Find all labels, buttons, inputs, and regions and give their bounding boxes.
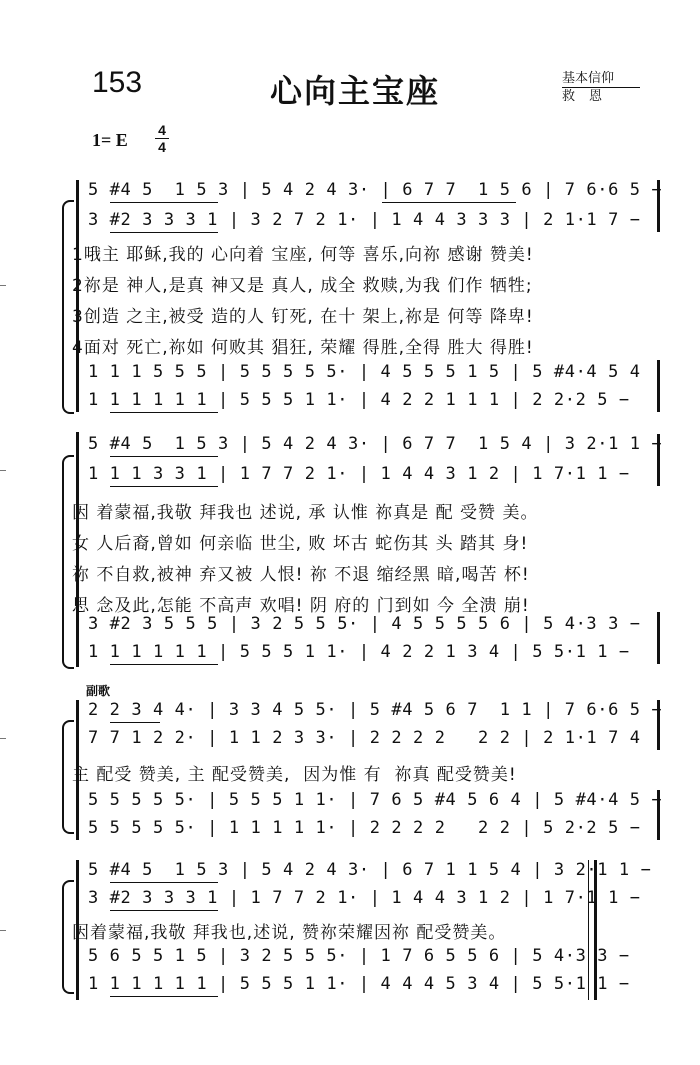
- beam: [110, 882, 218, 883]
- key-signature: 1= E: [92, 130, 128, 150]
- barline: [657, 360, 660, 412]
- verse-2-lyric: 女 人后裔,曾如 何亲临 世尘, 败 坏古 蛇伤其 头 踏其 身!: [72, 534, 529, 554]
- soprano-line: 5 #4 5 1 5 3 | 5 4 2 4 3· | 6 7 1 1 5 4 | 3 2·1 1 −: [88, 860, 652, 880]
- verse-4-lyric: 思 念及此,怎能 不高声 欢唱! 阴 府的 门到如 今 全溃 崩!: [72, 596, 530, 616]
- verse-3-lyric: 3创造 之主,被受 造的人 钉死, 在十 架上,祢是 何等 降卑!: [72, 307, 534, 327]
- beam: [110, 722, 160, 723]
- verse-1-lyric: 1哦主 耶稣,我的 心向着 宝座, 何等 喜乐,向祢 感谢 赞美!: [72, 245, 534, 265]
- barline: [657, 612, 660, 664]
- beam: [110, 456, 218, 457]
- final-barline-thin: [588, 860, 589, 1000]
- beam: [110, 664, 218, 665]
- beam: [110, 412, 218, 413]
- alto-line: 3 #2 3 3 3 1 | 1 7 7 2 1· | 1 4 4 3 1 2 | 1 7·1 1 −: [88, 888, 641, 908]
- beam: [110, 232, 218, 233]
- refrain-label: 副歌: [86, 684, 111, 698]
- edge-tick: [0, 930, 6, 931]
- tenor-line: 1 1 1 5 5 5 | 5 5 5 5 5· | 4 5 5 5 1 5 | 5 #4·4 5 4: [88, 362, 641, 382]
- barline: [657, 180, 660, 232]
- tenor-line: 3 #2 3 5 5 5 | 3 2 5 5 5· | 4 5 5 5 5 6 | 5 4·3 3 −: [88, 614, 641, 634]
- alto-line: 3 #2 3 3 3 1 | 3 2 7 2 1· | 1 4 4 3 3 3 | 2 1·1 7 −: [88, 210, 641, 230]
- beam: [110, 202, 218, 203]
- soprano-line: 5 #4 5 1 5 3 | 5 4 2 4 3· | 6 7 7 1 5 4 | 3 2·1 1 −: [88, 434, 663, 454]
- soprano-line: 2 2 3 4 4· | 3 3 4 5 5· | 5 #4 5 6 7 1 1 | 7 6·6 5 −: [88, 700, 663, 720]
- edge-tick: [0, 470, 6, 471]
- bass-line: 1 1 1 1 1 1 | 5 5 5 1 1· | 4 2 2 1 3 4 | 5 5·1 1 −: [88, 642, 630, 662]
- barline: [657, 434, 660, 486]
- time-signature-top: 4: [158, 122, 166, 138]
- barline: [657, 790, 660, 840]
- time-signature: [155, 122, 169, 155]
- bass-line: 1 1 1 1 1 1 | 5 5 5 1 1· | 4 2 2 1 1 1 | 2 2·2 5 −: [88, 390, 630, 410]
- bass-line: 1 1 1 1 1 1 | 5 5 5 1 1· | 4 4 4 5 3 4 | 5 5·1 1 −: [88, 974, 630, 994]
- category-line-2: 救恩: [562, 89, 617, 104]
- alto-line: 7 7 1 2 2· | 1 1 2 3 3· | 2 2 2 2 2 2 | 2 1·1 7 4: [88, 728, 641, 748]
- hymn-title: 心向主宝座: [270, 72, 441, 110]
- edge-tick: [0, 285, 6, 286]
- verse-1-lyric: 因 着蒙福,我敬 拜我也 述说, 承 认惟 祢真是 配 受赞 美。: [72, 503, 539, 523]
- verse-4-lyric: 4面对 死亡,祢如 何败其 猖狂, 荣耀 得胜,全得 胜大 得胜!: [72, 338, 534, 358]
- tenor-line: 5 6 5 5 1 5 | 3 2 5 5 5· | 1 7 6 5 5 6 | 5 4·3 3 −: [88, 946, 630, 966]
- refrain-lyric: 主 配受 赞美, 主 配受赞美, 因为惟 有 祢真 配受赞美!: [72, 765, 517, 785]
- bass-line: 5 5 5 5 5· | 1 1 1 1 1· | 2 2 2 2 2 2 | 5 2·2 5 −: [88, 818, 641, 838]
- system-bracket: [76, 180, 83, 412]
- alto-line: 1 1 1 3 3 1 | 1 7 7 2 1· | 1 4 4 3 1 2 | 1 7·1 1 −: [88, 464, 630, 484]
- final-barline: [594, 860, 597, 1000]
- verse-2-lyric: 2祢是 神人,是真 神又是 真人, 成全 救赎,为我 们作 牺牲;: [72, 276, 533, 296]
- soprano-line: 5 #4 5 1 5 3 | 5 4 2 4 3· | 6 7 7 1 5 6 | 7 6·6 5 −: [88, 180, 663, 200]
- tenor-line: 5 5 5 5 5· | 5 5 5 1 1· | 7 6 5 #4 5 6 4 | 5 #4·4 5 −: [88, 790, 663, 810]
- verse-3-lyric: 祢 不自救,被神 弃又被 人恨! 祢 不退 缩经黑 暗,喝苦 杯!: [72, 565, 530, 585]
- barline: [657, 700, 660, 750]
- beam: [110, 996, 218, 997]
- hymn-category: [562, 70, 642, 105]
- beam: [110, 910, 218, 911]
- time-signature-bottom: 4: [155, 138, 169, 155]
- hymn-number: 153: [92, 66, 143, 99]
- final-lyric: 因着蒙福,我敬 拜我也,述说, 赞祢荣耀因祢 配受赞美。: [72, 923, 507, 943]
- beam: [382, 202, 516, 203]
- category-line-1: 基本信仰: [562, 70, 640, 88]
- beam: [110, 486, 218, 487]
- edge-tick: [0, 738, 6, 739]
